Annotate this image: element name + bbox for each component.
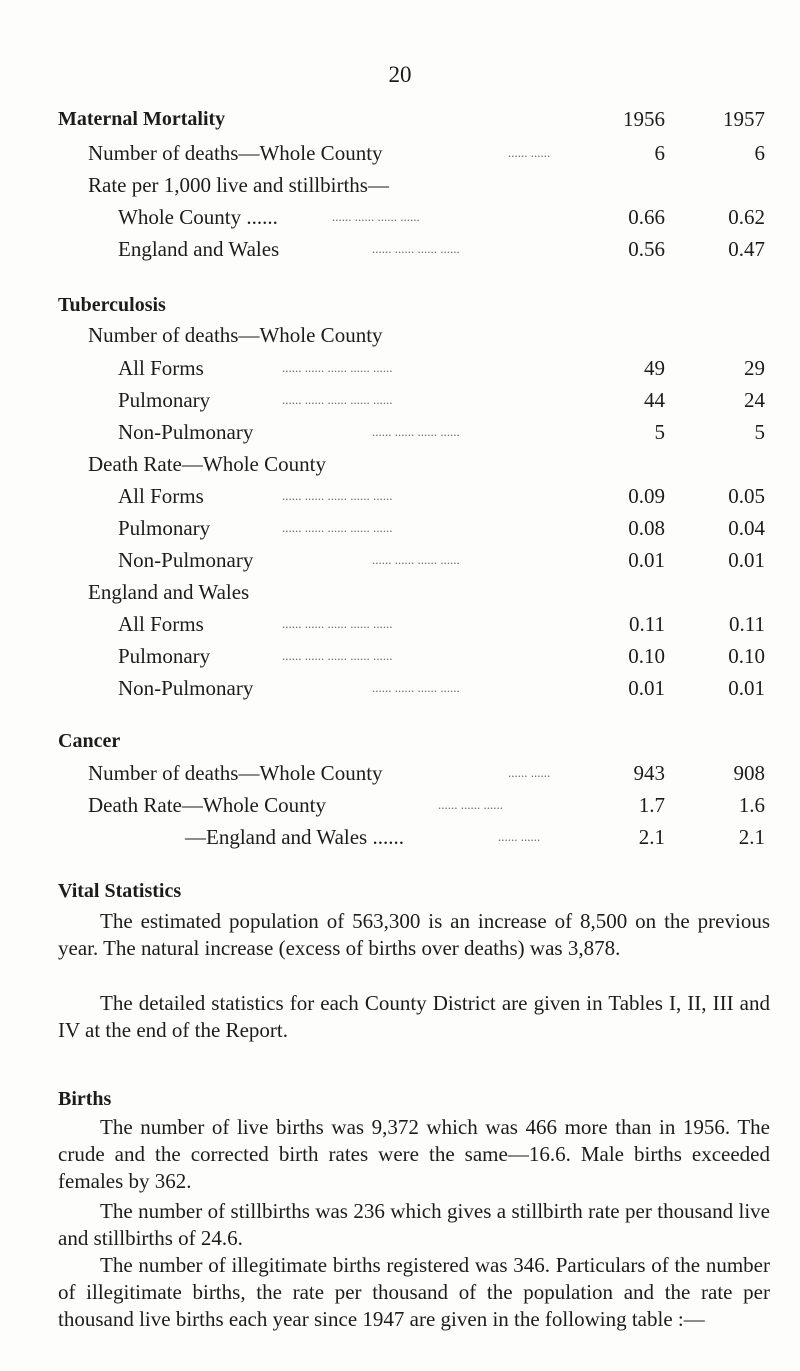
vital-paragraph-2: The detailed statistics for each County District are given in Tables I, II, III and IV at the end of the Report. xyxy=(58,991,770,1042)
row-label: All Forms xyxy=(118,356,204,380)
year-1956-header: 1956 xyxy=(623,107,665,131)
row-label: England and Wales xyxy=(88,580,250,604)
table-row xyxy=(0,417,800,447)
maternal-column-headers xyxy=(0,104,800,134)
value-1956: 0.56 xyxy=(628,237,665,261)
row-label: —England and Wales ...... xyxy=(185,825,404,849)
leader-dots: ...... ...... xyxy=(508,765,551,780)
value-1957: 29 xyxy=(744,356,765,380)
value-1956: 0.01 xyxy=(628,676,665,700)
row-label: Non-Pulmonary xyxy=(118,548,254,572)
births-paragraph-2: The number of stillbirths was 236 which gives a stillbirth rate per thousand live and stillbirths of 24.6. xyxy=(58,1199,770,1250)
row-label: Whole County ...... xyxy=(118,205,278,229)
table-row xyxy=(0,234,800,264)
year-1957-header: 1957 xyxy=(723,107,765,131)
row-label: Pulmonary xyxy=(118,388,211,412)
row-label: Pulmonary xyxy=(118,644,211,668)
table-row xyxy=(0,577,800,607)
value-1957: 0.01 xyxy=(728,676,765,700)
value-1957: 0.11 xyxy=(729,612,765,636)
leader-dots: ...... ...... xyxy=(508,145,551,160)
leader-dots: ...... ...... ...... ...... ...... xyxy=(282,616,393,631)
leader-dots: ...... ...... ...... ...... xyxy=(372,241,460,256)
table-row xyxy=(0,758,800,788)
births-paragraph-3: The number of illegitimate births registered was 346. Particulars of the number of illegitimate births, the rate per thousand of the population and the rate per thousand live births each year since 1947 are given in the following table :— xyxy=(58,1253,770,1331)
row-label: Non-Pulmonary xyxy=(118,676,254,700)
leader-dots: ...... ...... ...... ...... ...... xyxy=(282,648,393,663)
leader-dots: ...... ...... ...... ...... ...... xyxy=(282,360,393,375)
value-1956: 5 xyxy=(654,420,665,444)
row-label: Pulmonary xyxy=(118,516,211,540)
value-1957: 0.01 xyxy=(728,548,765,572)
leader-dots: ...... ...... ...... ...... xyxy=(332,209,420,224)
table-row xyxy=(0,609,800,639)
value-1956: 943 xyxy=(633,761,665,785)
table-row xyxy=(0,790,800,820)
value-1957: 908 xyxy=(733,761,765,785)
leader-dots: ...... ...... ...... ...... xyxy=(372,680,460,695)
leader-dots: ...... ...... ...... ...... xyxy=(372,424,460,439)
row-label: England and Wales xyxy=(118,237,280,261)
tuberculosis-heading: Tuberculosis xyxy=(58,294,166,316)
value-1956: 0.11 xyxy=(629,612,665,636)
leader-dots: ...... ...... ...... ...... ...... xyxy=(282,520,393,535)
leader-dots: ...... ...... ...... xyxy=(438,797,503,812)
vital-statistics-heading: Vital Statistics xyxy=(58,880,182,902)
value-1957: 0.05 xyxy=(728,484,765,508)
value-1956: 0.10 xyxy=(628,644,665,668)
table-row xyxy=(0,170,800,200)
value-1957: 0.62 xyxy=(728,205,765,229)
value-1956: 44 xyxy=(644,388,665,412)
table-row xyxy=(0,202,800,232)
page-number: 20 xyxy=(388,62,412,87)
value-1956: 2.1 xyxy=(638,825,665,849)
value-1957: 1.6 xyxy=(738,793,765,817)
table-row xyxy=(0,513,800,543)
row-label: All Forms xyxy=(118,612,204,636)
row-label: Non-Pulmonary xyxy=(118,420,254,444)
leader-dots: ...... ...... ...... ...... ...... xyxy=(282,488,393,503)
row-label: Death Rate—Whole County xyxy=(88,452,326,476)
value-1957: 24 xyxy=(744,388,765,412)
value-1957: 2.1 xyxy=(738,825,765,849)
value-1956: 0.01 xyxy=(628,548,665,572)
value-1957: 0.10 xyxy=(728,644,765,668)
births-paragraph-1: The number of live births was 9,372 which was 466 more than in 1956. The crude and the corrected birth rates were the same—16.6. Male births exceeded females by 362. xyxy=(58,1115,770,1193)
table-row xyxy=(0,138,800,168)
table-row xyxy=(0,545,800,575)
leader-dots: ...... ...... ...... ...... xyxy=(372,552,460,567)
vital-paragraph-1: The estimated population of 563,300 is an increase of 8,500 on the previous year. The natural increase (excess of births over deaths) was 3,878. xyxy=(58,909,770,960)
value-1956: 0.08 xyxy=(628,516,665,540)
cancer-heading: Cancer xyxy=(58,730,121,752)
table-row xyxy=(0,385,800,415)
value-1957: 0.04 xyxy=(728,516,765,540)
table-row xyxy=(0,673,800,703)
table-row xyxy=(0,822,800,852)
row-label: All Forms xyxy=(118,484,204,508)
value-1957: 5 xyxy=(754,420,765,444)
table-row xyxy=(0,320,800,350)
value-1956: 6 xyxy=(654,141,665,165)
value-1956: 0.66 xyxy=(628,205,665,229)
row-label: Death Rate—Whole County xyxy=(88,793,326,817)
row-label: Number of deaths—Whole County xyxy=(88,761,383,785)
row-label: Rate per 1,000 live and stillbirths— xyxy=(88,173,389,197)
row-label: Number of deaths—Whole County xyxy=(88,323,383,347)
value-1956: 0.09 xyxy=(628,484,665,508)
value-1956: 49 xyxy=(644,356,665,380)
table-row xyxy=(0,481,800,511)
value-1957: 0.47 xyxy=(728,237,765,261)
table-row xyxy=(0,641,800,671)
leader-dots: ...... ...... xyxy=(498,829,541,844)
table-row xyxy=(0,353,800,383)
table-row xyxy=(0,449,800,479)
leader-dots: ...... ...... ...... ...... ...... xyxy=(282,392,393,407)
row-label: Number of deaths—Whole County xyxy=(88,141,383,165)
value-1956: 1.7 xyxy=(638,793,665,817)
births-heading: Births xyxy=(58,1088,112,1110)
maternal-mortality-heading: Maternal Mortality xyxy=(58,108,226,130)
value-1957: 6 xyxy=(754,141,765,165)
